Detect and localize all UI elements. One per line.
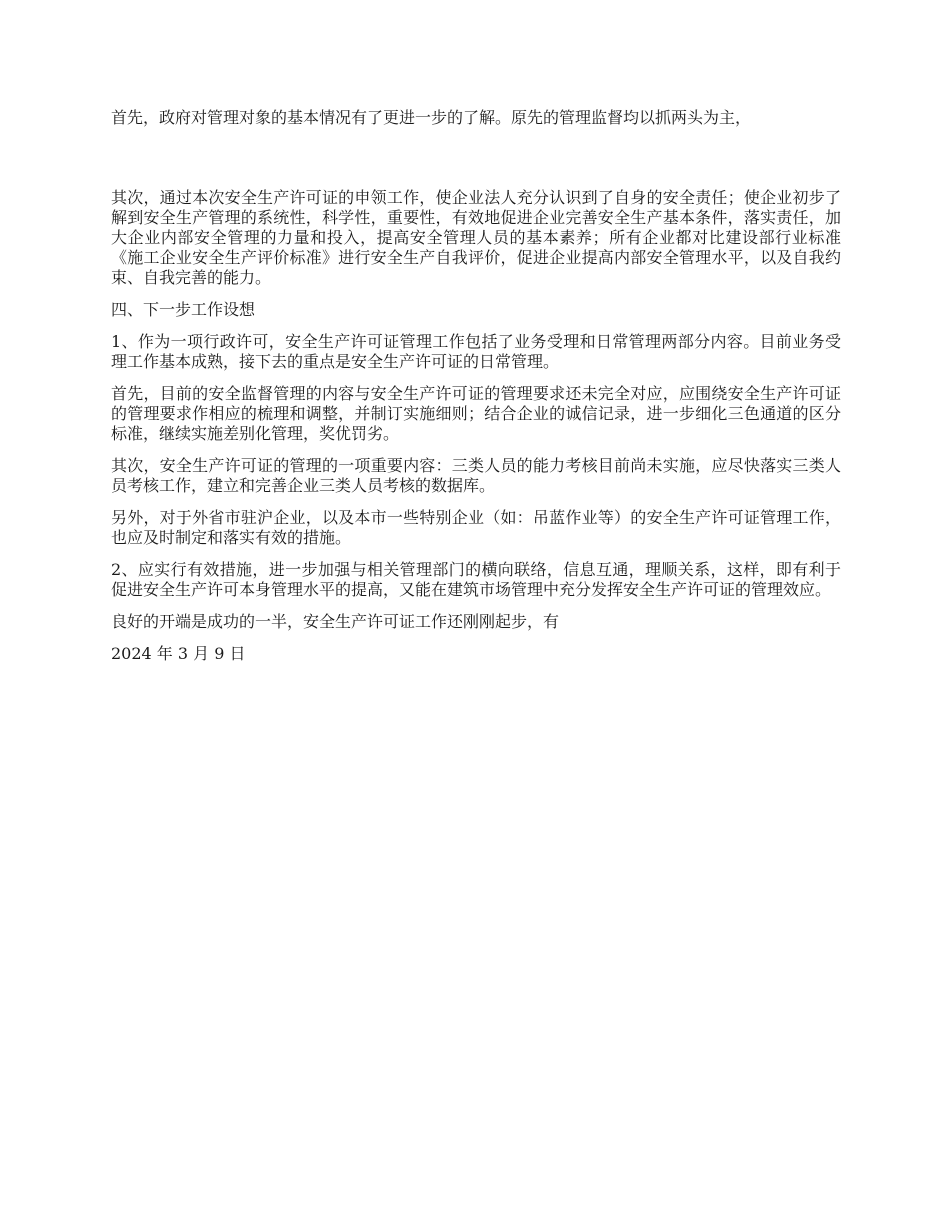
paragraph-closing: 良好的开端是成功的一半，安全生产许可证工作还刚刚起步，有 <box>111 612 560 631</box>
document-date: 2024 年 3 月 9 日 <box>111 644 246 663</box>
section-heading: 四、下一步工作设想 <box>111 300 256 319</box>
paragraph-item-2: 2、应实行有效措施，进一步加强与相关管理部门的横向联络，信息互通，理顺关系，这样，即有利于促进安全生产许可本身管理水平的提高，又能在建筑市场管理中充分发挥安全生产许可证的管理效应。 <box>111 560 841 599</box>
paragraph-first-point: 首先，目前的安全监督管理的内容与安全生产许可证的管理要求还未完全对应，应围绕安全生产许可证的管理要求作相应的梳理和调整，并制订实施细则；结合企业的诚信记录，进一步细化三色通道的区分标准，继续实施差别化管理，奖优罚劣。 <box>111 384 841 443</box>
paragraph-additional: 另外，对于外省市驻沪企业，以及本市一些特别企业（如：吊蓝作业等）的安全生产许可证管理工作，也应及时制定和落实有效的措施。 <box>111 508 841 547</box>
paragraph-intro: 首先，政府对管理对象的基本情况有了更进一步的了解。原先的管理监督均以抓两头为主， <box>111 108 752 127</box>
paragraph-second: 其次，通过本次安全生产许可证的申领工作，使企业法人充分认识到了自身的安全责任；使企业初步了解到安全生产管理的系统性，科学性，重要性，有效地促进企业完善安全生产基本条件，落实责任，加大企业内部安全管理的力量和投入，提高安全管理人员的基本素养；所有企业都对比建设部行业标准《施工企业安全生产评价标准》进行安全生产自我评价，促进企业提高内部安全管理水平，以及自我约束、自我完善的能力。 <box>111 188 841 287</box>
document-body <box>111 108 841 676</box>
paragraph-item-1: 1、作为一项行政许可，安全生产许可证管理工作包括了业务受理和日常管理两部分内容。目前业务受理工作基本成熟，接下去的重点是安全生产许可证的日常管理。 <box>111 332 841 371</box>
paragraph-second-point: 其次，安全生产许可证的管理的一项重要内容：三类人员的能力考核目前尚未实施，应尽快落实三类人员考核工作，建立和完善企业三类人员考核的数据库。 <box>111 456 841 495</box>
